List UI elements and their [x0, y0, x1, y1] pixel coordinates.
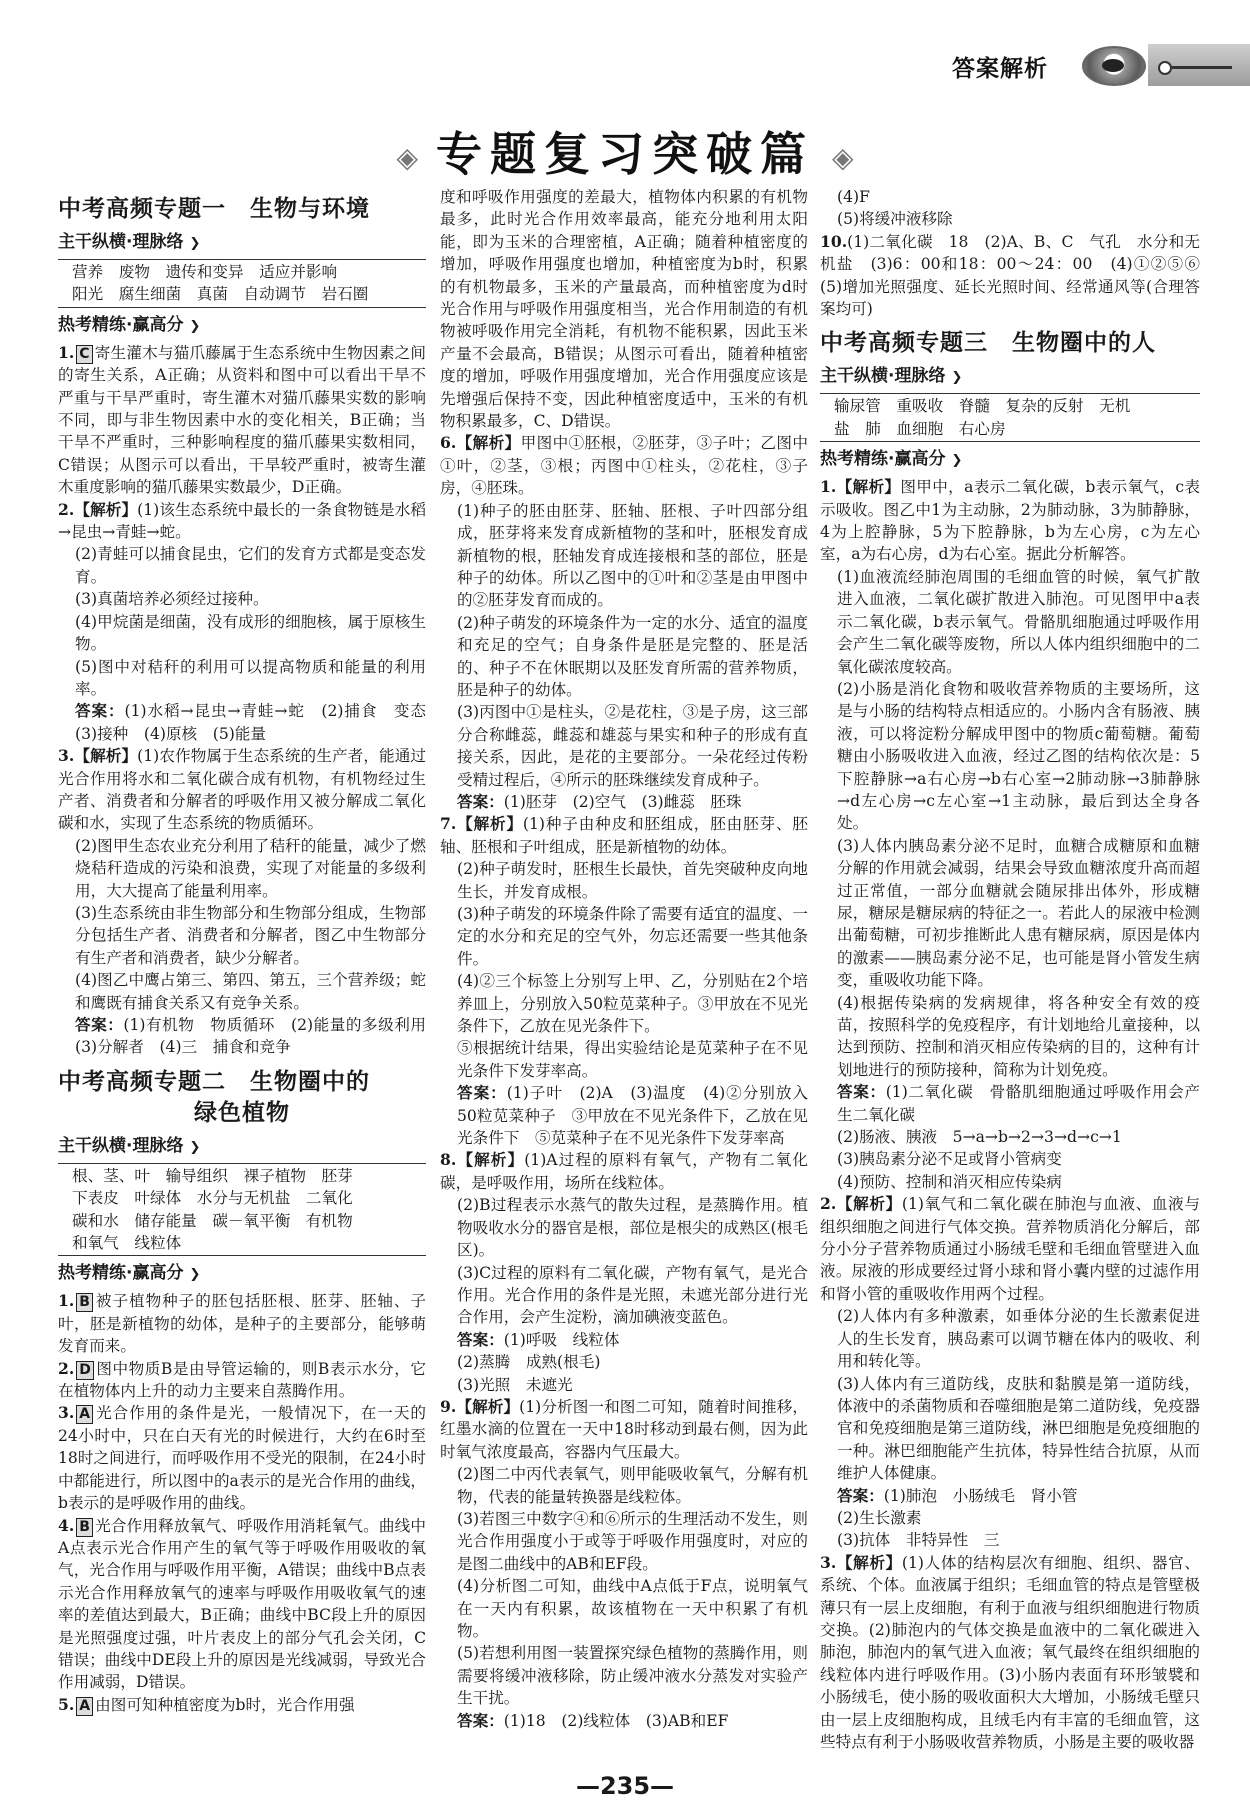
question-number: 2.: [58, 1358, 75, 1378]
answer-text: (1)水稻→昆虫→青蛙→蛇 (2)捕食 变态 (3)接种 (4)原核 (5)能量: [75, 702, 442, 743]
paragraph-text: 寄生灌木与猫爪藤属于生态系统中生物因素之间的寄生关系，A正确；从资料和图中可以看出干旱不严重与干旱严重时，寄生灌木对猫爪藤果实数的影响不同，即与非生物因素中水的变化相关，B正确；当干旱不严重时，三种影响程度的猫爪藤果实数相同，C错误；从图示可以看出，干旱较严重时，被寄生灌木重度影响的猫爪藤果实数最少，D正确。: [58, 343, 426, 497]
paragraph: [58, 656, 426, 701]
answer-text: (1)肺泡 小肠绒毛 肾小管: [883, 1486, 1078, 1505]
question-item: [440, 813, 808, 858]
question-item: [58, 1402, 426, 1514]
paragraph: [820, 1373, 1200, 1485]
paragraph-text: (2)人体内有多种激素，如垂体分泌的生长激素促进人的生长发育，胰岛素可以调节糖在体内的吸收、利用和转化等。: [837, 1307, 1200, 1371]
question-item: [440, 432, 808, 499]
question-item: [58, 499, 426, 544]
question-number: 1.: [820, 477, 837, 497]
paragraph-text: (3)种子萌发的环境条件除了需要有适宜的温度、一定的水分和充足的空气外，勿忘还需要一些其他条件。: [457, 905, 808, 968]
paragraph-text: (3)胰岛素分泌不足或肾小管病变: [837, 1150, 1062, 1169]
paragraph-text: (3)C过程的原料有二氧化碳，产物有氧气，是光合作用。光合作用的条件是光照，未遮光部分进行光合作用，会产生淀粉，滴加碘液变蓝色。: [457, 1263, 808, 1327]
answer-label: 答案：: [837, 1083, 886, 1102]
paragraph: [820, 208, 1200, 230]
answer-text: (1)有机物 物质循环 (2)能量的多级利用 (3)分解者 (4)三 捕食和竞争: [75, 1016, 442, 1057]
question-number: 6.: [440, 433, 457, 453]
analysis-label: 【解析】: [456, 815, 523, 834]
paragraph-text: (2)种子萌发时，胚根生长最快，首先突破种皮向地生长，并发育成根。: [457, 860, 808, 901]
section-heading: [820, 328, 1200, 359]
paragraph: [440, 1194, 808, 1261]
column-middle: [440, 186, 808, 1732]
paragraph-text: (2)图甲生态农业充分利用了秸秆的能量，减少了燃烧秸秆造成的污染和浪费，实现了对能量的多级利用，大大提高了能量利用率。: [75, 836, 426, 900]
column-right: [820, 186, 1216, 1753]
paragraph-text: (4)分析图二可知，曲线中A点低于F点，说明氧气在一天内有积累，故该植物在一天中积累了有机物。: [457, 1577, 808, 1640]
header-decoration: [1148, 44, 1250, 86]
analysis-label: 【解析】: [74, 500, 138, 519]
paragraph: [820, 1305, 1200, 1372]
answer-line: [58, 1014, 442, 1059]
answer-text: (1)呼吸 线粒体: [503, 1330, 620, 1349]
paragraph: [820, 835, 1200, 992]
answer-choice-box: B: [76, 1293, 93, 1312]
paragraph-text: (2)生长激素: [837, 1508, 922, 1527]
paragraph: [440, 1508, 808, 1575]
answer-label: 答案：: [75, 1016, 124, 1034]
paragraph: [820, 1171, 1200, 1193]
column-left: [58, 186, 442, 1716]
paragraph-text: (5)若想利用图一装置探究绿色植物的蒸腾作用，则需要将缓冲液移除，防止缓冲液水分蒸发对实验产生干扰。: [457, 1644, 808, 1708]
answer-label: 答案：: [75, 702, 125, 721]
paragraph-text: 被子植物种子的胚包括胚根、胚芽、胚轴、子叶，胚是新植物的幼体，是种子的主要部分，能够萌发育而来。: [58, 1292, 426, 1356]
answer-line: [440, 1329, 808, 1351]
paragraph-text: (2)蒸腾 成熟(根毛): [457, 1353, 601, 1372]
page-header: [952, 44, 1250, 94]
paragraph-text: (1)种子由种皮和胚组成，胚由胚芽、胚轴、胚根和子叶组成，胚是新植物的幼体。: [440, 815, 808, 856]
keyword-line: 阳光 腐生细菌 真菌 自动调节 岩石圈: [72, 285, 369, 304]
page-title-text: 专题复习突破篇: [436, 127, 814, 181]
answer-choice-box: C: [76, 345, 92, 364]
question-number: 3.: [58, 1403, 75, 1423]
page-number: —235—: [575, 1772, 675, 1800]
question-item: [58, 1694, 426, 1716]
paragraph: [440, 903, 808, 970]
paragraph-text: (3)若图三中数字④和⑥所示的生理活动不发生，则光合作用强度小于或等于呼吸作用强度时，对应的是图二曲线中的AB和EF段。: [457, 1509, 808, 1573]
paragraph: [440, 1463, 808, 1508]
section-heading-text: 绿色植物: [194, 1099, 290, 1126]
answer-line: [440, 1082, 808, 1149]
paragraph-text: (1)人体的结构层次有细胞、组织、器官、系统、个体。血液属于组织；毛细血管的特点是管壁极薄只有一层上皮细胞，有利于血液与组织细胞进行物质交换。(2)肺泡内的气体交换是血液中的二氧化碳进入肺泡，肺泡内的氧气进入血液；氧气最终在组织细胞的线粒体内进行呼吸作用。(3)小肠内表面有环形皱襞和小肠绒毛，使小肠的吸收面积大大增加，小肠绒毛壁只由一层上皮细胞构成，且绒毛内有丰富的毛细血管，这些特点有利于小肠吸收营养物质，小肠是主要的吸收器: [820, 1553, 1200, 1751]
analysis-label: 【解析】: [836, 1553, 902, 1572]
question-item: [820, 231, 1216, 321]
answer-label: 答案：: [457, 1711, 504, 1730]
answer-choice-box: A: [76, 1405, 93, 1424]
answer-choice-box: D: [76, 1361, 94, 1380]
paragraph-text: (2)小肠是消化食物和吸收营养物质的主要场所，这是与小肠的结构特点相适应的。小肠内含有肠液、胰液，可以将淀粉分解成甲图中的物质c葡萄糖。葡萄糖由小肠吸收进入血液，经过乙图的结构依次是：5下腔静脉→a右心房→b右心室→2肺动脉→3肺静脉→d左心房→c左心室→1主动脉，最后到达全身各处。: [837, 679, 1200, 833]
paragraph-text: (4)②三个标签上分别写上甲、乙，分别贴在2个培养皿上，分别放入50粒苋菜种子。③甲放在不见光条件下，乙放在见光条件下。: [457, 972, 808, 1036]
paragraph: [440, 701, 808, 791]
paragraph: [440, 1642, 808, 1709]
answer-line: [820, 1485, 1200, 1507]
section-heading-text: 中考高频专题三 生物圈中的人: [820, 330, 1156, 357]
paragraph-text: (2)B过程表示水蒸气的散失过程，是蒸腾作用。植物吸收水分的器官是根，部位是根尖的成熟区(根毛区)。: [457, 1196, 808, 1260]
paragraph: [820, 1148, 1200, 1170]
answer-choice-box: B: [76, 1518, 93, 1537]
subsection-label: 热考精练·赢高分 ❯: [58, 312, 426, 340]
keyword-box: [58, 1163, 426, 1257]
paragraph-text: (3)人体内胰岛素分泌不足时，血糖合成糖原和血糖分解的作用就会减弱，结果会导致血糖浓度升高而超过正常值，一部分血糖就会随尿排出体外，形成糖尿，糖尿是糖尿病的特征之一。若此人的尿液中检测出葡萄糖，可初步推断此人患有糖尿病，原因是体内的激素——胰岛素分泌不足，也可能是肾小管发生病变，重吸收功能下降。: [837, 836, 1200, 990]
paragraph-text: (4)图乙中鹰占第三、第四、第五，三个营养级；蛇和鹰既有捕食关系又有竞争关系。: [75, 971, 426, 1012]
paragraph: [820, 992, 1200, 1082]
paragraph: [440, 1575, 808, 1642]
diamond-icon: ◈: [832, 141, 854, 174]
question-item: [820, 1193, 1200, 1305]
question-item: [440, 1149, 808, 1194]
keyword-line: 营养 废物 遗传和变异 适应并影响: [72, 263, 338, 281]
diamond-icon: ◈: [396, 141, 418, 174]
paragraph-text: (4)预防、控制和消灭相应传染病: [837, 1172, 1062, 1191]
keyword-line: 盐 肺 血细胞 右心房: [834, 419, 1006, 438]
section-heading-text: 中考高频专题一 生物与环境: [58, 196, 370, 222]
keyword-box: [820, 393, 1200, 442]
keyword-line: 输尿管 重吸收 脊髓 复杂的反射 无机: [834, 397, 1131, 416]
question-number: 9.: [440, 1396, 457, 1416]
paragraph: [820, 1529, 1200, 1551]
paragraph: [440, 858, 808, 903]
analysis-label: 【解析】: [456, 434, 521, 453]
paragraph-text: (1)该生态系统中最长的一条食物链是水稻→昆虫→青蛙→蛇。: [58, 500, 426, 542]
question-number: 3.: [820, 1552, 837, 1572]
analysis-label: 【解析】: [836, 1195, 902, 1214]
paragraph: [440, 970, 808, 1037]
question-item: [440, 1396, 808, 1463]
question-number: 7.: [440, 814, 457, 834]
paragraph: [440, 1037, 808, 1082]
question-number: 5.: [58, 1694, 75, 1714]
question-item: [58, 1515, 426, 1694]
paragraph-text: (3)人体内有三道防线，皮肤和黏膜是第一道防线，体液中的杀菌物质和吞噬细胞是第二道防线，免疫器官和免疫细胞是第三道防线，淋巴细胞是免疫细胞的一种。淋巴细胞能产生抗体，特异性结合抗原，从而维护人体健康。: [837, 1374, 1200, 1483]
paragraph-text: (4)根据传染病的发病规律，将各种安全有效的疫苗，按照科学的免疫程序，有计划地给儿童接种，以达到预防、控制和消灭相应传染病的目的，这种有计划地进行的预防接种，简称为计划免疫。: [837, 993, 1200, 1079]
paragraph-text: (1)A过程的原料有氧气，产物有二氧化碳，是呼吸作用，场所在线粒体。: [440, 1151, 808, 1192]
keyword-line: 根、茎、叶 输导组织 裸子植物 胚芽: [72, 1166, 353, 1185]
paragraph: [820, 1126, 1200, 1148]
paragraph-text: (1)二氧化碳 18 (2)A、B、C 气孔 水分和无机盐 (3)6：00和18：00～24：00 (4)①②⑤⑥ (5)增加光照强度、延长光照时间、经常通风等(合理答案均可): [820, 232, 1216, 319]
paragraph-text: (5)将缓冲液移除: [837, 210, 953, 229]
answer-label: 答案：: [457, 792, 504, 811]
answer-label: 答案：: [837, 1486, 884, 1505]
header-label: 答案解析: [952, 56, 1048, 82]
paragraph: [440, 186, 808, 432]
paragraph: [820, 186, 1200, 208]
section-heading: [58, 194, 426, 225]
subsection-label: 主干纵横·理脉络 ❯: [820, 363, 1200, 391]
subsection-label: 主干纵横·理脉络 ❯: [58, 1133, 426, 1161]
section-heading: [58, 1067, 426, 1129]
question-number: 10.: [820, 231, 848, 251]
question-item: [58, 342, 426, 499]
paragraph-text: (1)种子的胚由胚芽、胚轴、胚根、子叶四部分组成，胚芽将来发育成新植物的茎和叶，胚根发育成新植物的根，胚轴发育成连接根和茎的部位，胚是种子的幼体。所以乙图中的①叶和②茎是由甲图中的②胚芽发育而成的。: [457, 501, 808, 610]
paragraph: [58, 835, 426, 902]
paragraph-text: (2)种子萌发的环境条件为一定的水分、适宜的温度和充足的空气；自身条件是胚是完整的、胚是活的、种子不在休眠期以及胚发育所需的营养物质，胚是种子的幼体。: [457, 613, 808, 699]
subsection-label: 热考精练·赢高分 ❯: [58, 1260, 426, 1288]
answer-line: [440, 791, 808, 813]
paragraph-text: (1)农作物属于生态系统的生产者，能通过光合作用将水和二氧化碳合成有机物，有机物经过生产者、消费者和分解者的呼吸作用又被分解成二氧化碳和水，实现了生态系统的物质循环。: [58, 747, 426, 833]
paragraph: [440, 1262, 808, 1329]
question-item: [58, 1290, 426, 1357]
answer-text: (1)胚芽 (2)空气 (3)雌蕊 胚珠: [503, 792, 742, 811]
paragraph-text: 图中物质B是由导管运输的，则B表示水分，它在植物体内上升的动力主要来自蒸腾作用。: [58, 1359, 426, 1401]
question-item: [58, 745, 426, 835]
paragraph-text: (3)真菌培养必须经过接种。: [75, 590, 269, 609]
question-item: [820, 1552, 1200, 1754]
paragraph-text: 图甲中，a表示二氧化碳，b表示氧气，c表示吸收。图乙中1为主动脉，2为肺动脉，3为肺静脉，4为上腔静脉，5为下腔静脉，b为左心房，c为左心室，a为右心房，d为右心室。据此分析解答。: [820, 478, 1200, 564]
paragraph-text: (1)氧气和二氧化碳在肺泡与血液、血液与组织细胞之间进行气体交换。营养物质消化分解后，部分小分子营养物质通过小肠绒毛壁和毛细血管壁进入血液。尿液的形成要经过肾小球和肾小囊内壁的过滤作用和肾小管的重吸收作用两个过程。: [820, 1195, 1200, 1303]
paragraph-text: (3)生态系统由非生物部分和生物部分组成，生物部分包括生产者、消费者和分解者，图乙中生物部分有生产者和消费者，缺少分解者。: [75, 903, 426, 967]
question-number: 1.: [58, 1291, 75, 1311]
answer-text: (1)18 (2)线粒体 (3)AB和EF: [503, 1711, 729, 1730]
paragraph: [440, 1351, 808, 1373]
paragraph-text: (1)血液流经肺泡周围的毛细血管的时候，氧气扩散进入血液，二氧化碳扩散进入肺泡。可见图甲中a表示二氧化碳，b表示氧气。骨骼肌细胞通过呼吸作用会产生二氧化碳等废物，所以人体内组织细胞中的二氧化碳浓度较高。: [837, 567, 1200, 676]
analysis-label: 【解析】: [836, 478, 901, 497]
paragraph: [58, 543, 426, 588]
paragraph-text: (4)F: [837, 188, 870, 206]
analysis-label: 【解析】: [456, 1397, 520, 1416]
paragraph: [58, 611, 426, 656]
question-number: 8.: [440, 1150, 457, 1170]
paragraph-text: (3)光照 未遮光: [457, 1375, 573, 1394]
paragraph-text: (3)丙图中①是柱头，②是花柱，③是子房，这三部分合称雌蕊，雌蕊和雄蕊与果实和种子的形成有直接关系，因此，是花的主要部分。一朵花经过传粉受精过程后，④所示的胚珠继续发育成种子。: [457, 703, 808, 789]
paragraph: [440, 612, 808, 702]
paragraph-text: (5)图中对秸秆的利用可以提高物质和能量的利用率。: [75, 657, 426, 698]
paragraph-text: 度和呼吸作用强度的差最大，植物体内积累的有机物最多，此时光合作用效率最高，能充分地利用太阳能，即为玉米的合理密植，A正确；随着种植密度的增加，呼吸作用强度也增加，种植密度为b时，积累的有机物最多，玉米的产量最高，而种植密度为d时光合作用与呼吸作用强度相当，光合作用制造的有机物被呼吸作用完全消耗，有机物不能积累，因此玉米产量不会最高，B错误；从图示可看出，随着种植密度的增加，呼吸作用强度增加，光合作用强度应该是先增强后保持不变，因此种植密度适中，玉米的有机物积累最多，C、D错误。: [440, 188, 808, 431]
question-number: 4.: [58, 1515, 75, 1535]
answer-label: 答案：: [457, 1330, 504, 1349]
subsection-label: 主干纵横·理脉络 ❯: [58, 229, 426, 257]
paragraph-text: (1)分析图一和图二可知，随着时间推移，红墨水滴的位置在一天中18时移动到最右侧，因为此时氧气浓度最高，容器内气压最大。: [440, 1397, 808, 1461]
answer-line: [440, 1710, 808, 1732]
answer-choice-box: A: [76, 1697, 93, 1716]
paragraph: [440, 1374, 808, 1396]
question-item: [58, 1358, 426, 1403]
paragraph-text: (4)甲烷菌是细菌，没有成形的细胞核，属于原核生物。: [75, 612, 426, 654]
paragraph-text: 光合作用的条件是光，一般情况下，在一天的24小时中，只在白天有光的时候进行，大约在6时至18时之间进行，而呼吸作用不受光的限制，在24小时中都能进行，所以图中的a表示的是光合作用的曲线，b表示的是呼吸作用的曲线。: [58, 1404, 426, 1513]
question-number: 1.: [58, 342, 75, 362]
paragraph-text: 由图可知种植密度为b时，光合作用强: [95, 1695, 355, 1714]
keyword-line: 下表皮 叶绿体 水分与无机盐 二氧化: [72, 1189, 353, 1208]
question-number: 2.: [820, 1194, 837, 1214]
answer-line: [820, 1081, 1200, 1126]
paragraph: [58, 588, 426, 610]
answer-label: 答案：: [457, 1084, 507, 1103]
analysis-label: 【解析】: [74, 747, 138, 766]
answer-text: (1)子叶 (2)A (3)温度 (4)②分别放入50粒苋菜种子 ③甲放在不见光条件下，乙放在见光条件下 ⑤苋菜种子在不见光条件下发芽率高: [457, 1084, 808, 1148]
answer-line: [58, 700, 442, 745]
question-item: [820, 476, 1200, 566]
paragraph-text: ⑤根据统计结果，得出实验结论是苋菜种子在不见光条件下发芽率高。: [457, 1039, 808, 1080]
answer-text: (1)二氧化碳 骨骼肌细胞通过呼吸作用会产生二氧化碳: [837, 1083, 1200, 1124]
question-number: 2.: [58, 499, 75, 519]
page-title: [0, 118, 1250, 184]
paragraph-text: (2)肠液、胰液 5→a→b→2→3→d→c→1: [837, 1128, 1122, 1147]
paragraph: [440, 500, 808, 612]
subsection-label: 热考精练·赢高分 ❯: [820, 446, 1200, 474]
analysis-label: 【解析】: [456, 1151, 525, 1170]
keyword-box: [58, 259, 426, 308]
section-heading-text: 中考高频专题二 生物圈中的: [58, 1068, 370, 1095]
question-number: 3.: [58, 746, 75, 766]
paragraph-text: (3)抗体 非特异性 三: [837, 1531, 1000, 1550]
keyword-line: 和氧气 线粒体: [72, 1234, 182, 1253]
paragraph-text: 光合作用释放氧气、呼吸作用消耗氧气。曲线中A点表示光合作用产生的氧气等于呼吸作用吸收的氧气，光合作用与呼吸作用平衡，A错误；曲线中B点表示光合作用释放氧气的速率与呼吸作用吸收氧气的速率的差值达到最大，B正确；曲线中BC段上升的原因是光照强度过强，叶片表皮上的部分气孔会关闭，C错误；曲线中DE段上升的原因是光线减弱，导致光合作用减弱，D错误。: [58, 1516, 426, 1692]
paragraph-text: (2)图二中丙代表氧气，则甲能吸收氧气，分解有机物，代表的能量转换器是线粒体。: [457, 1465, 808, 1506]
paragraph: [820, 1507, 1200, 1529]
paragraph-text: 甲图中①胚根，②胚芽，③子叶；乙图中①叶，②茎，③根；丙图中①柱头，②花柱，③子房，④胚珠。: [440, 434, 808, 498]
keyword-line: 碳和水 储存能量 碳－氧平衡 有机物: [72, 1211, 353, 1230]
paragraph: [58, 902, 426, 969]
paragraph: [820, 678, 1200, 835]
eye-logo-icon: [1082, 46, 1146, 86]
paragraph: [820, 566, 1200, 678]
paragraph-text: (2)青蛙可以捕食昆虫，它们的发育方式都是变态发育。: [75, 545, 426, 586]
paragraph: [58, 969, 426, 1014]
